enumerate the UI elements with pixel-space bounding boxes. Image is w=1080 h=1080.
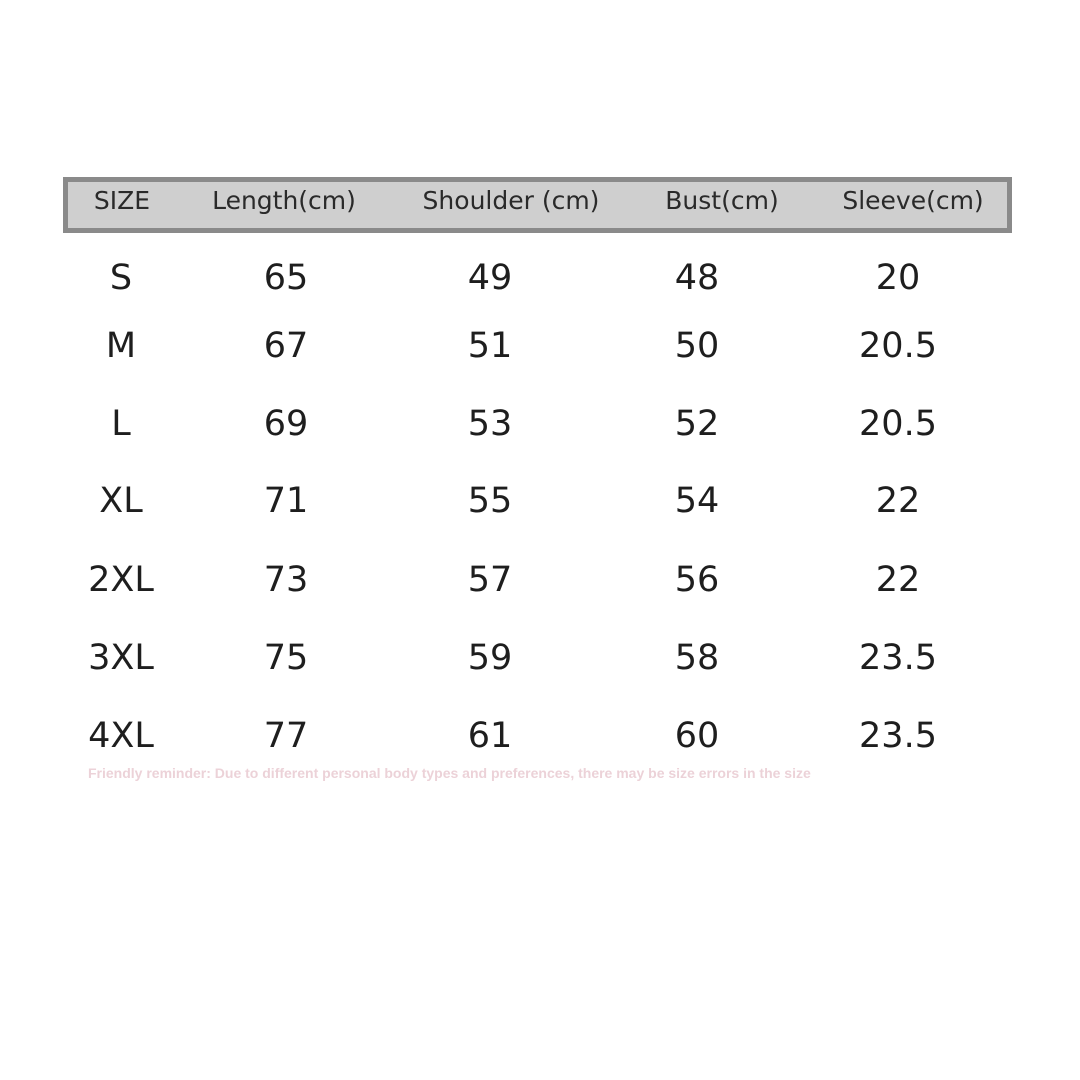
cell-length: 73 [263,560,309,600]
cell-size: L [111,404,131,444]
cell-sleeve: 22 [875,560,921,600]
cell-length: 71 [263,481,309,521]
cell-bust: 50 [674,326,720,366]
cell-shoulder: 53 [467,404,513,444]
cell-shoulder: 51 [467,326,513,366]
cell-size: S [109,258,133,298]
size-note: Friendly reminder: Due to different personal body types and preferences, there may be size errors in the size [88,765,811,781]
header-sleeve: Sleeve(cm) [842,186,984,215]
cell-sleeve: 20 [875,258,921,298]
cell-size: M [105,326,137,366]
cell-bust: 56 [674,560,720,600]
header-size: SIZE [93,186,151,215]
cell-bust: 58 [674,638,720,678]
cell-size: 4XL [88,716,154,756]
cell-size: 3XL [88,638,154,678]
cell-length: 69 [263,404,309,444]
cell-length: 75 [263,638,309,678]
cell-length: 67 [263,326,309,366]
cell-bust: 54 [674,481,720,521]
cell-sleeve: 23.5 [859,716,937,756]
cell-bust: 48 [674,258,720,298]
cell-bust: 60 [674,716,720,756]
cell-shoulder: 59 [467,638,513,678]
cell-sleeve: 20.5 [859,326,937,366]
header-bust: Bust(cm) [665,186,779,215]
cell-length: 65 [263,258,309,298]
cell-shoulder: 57 [467,560,513,600]
cell-sleeve: 22 [875,481,921,521]
cell-shoulder: 55 [467,481,513,521]
header-length: Length(cm) [212,186,356,215]
header-shoulder: Shoulder (cm) [422,186,600,215]
cell-bust: 52 [674,404,720,444]
cell-shoulder: 61 [467,716,513,756]
cell-size: 2XL [88,560,154,600]
cell-sleeve: 23.5 [859,638,937,678]
cell-sleeve: 20.5 [859,404,937,444]
cell-length: 77 [263,716,309,756]
cell-size: XL [99,481,143,521]
cell-shoulder: 49 [467,258,513,298]
